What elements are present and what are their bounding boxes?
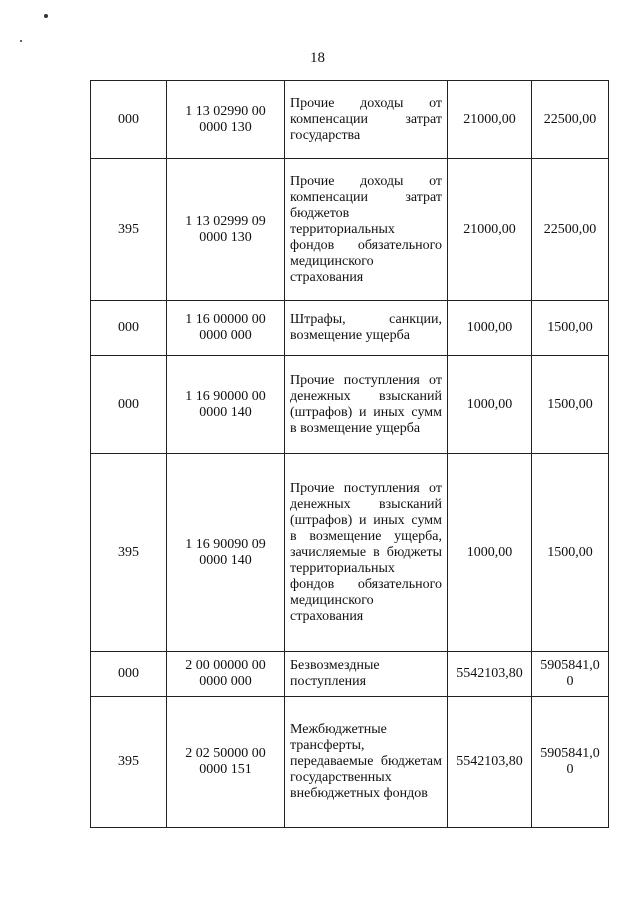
- kbk-code-cell: 2 02 50000 00 0000 151: [167, 697, 285, 828]
- amount-second-cell: 5905841,00: [532, 697, 609, 828]
- amount-second-cell: 1500,00: [532, 356, 609, 454]
- admin-code-cell: 395: [91, 697, 167, 828]
- amount-first-cell: 21000,00: [448, 81, 532, 159]
- kbk-code-cell: 1 16 90090 09 0000 140: [167, 454, 285, 652]
- amount-first-cell: 5542103,80: [448, 652, 532, 697]
- table-row: [91, 697, 609, 828]
- amount-second-cell: 5905841,00: [532, 652, 609, 697]
- amount-second-cell: 22500,00: [532, 81, 609, 159]
- admin-code-cell: 000: [91, 652, 167, 697]
- table-row: [91, 301, 609, 356]
- page-number: 18: [310, 50, 325, 66]
- budget-revenue-table: [90, 80, 609, 828]
- revenue-name-cell: Прочие доходы от компенсации затрат государства: [285, 81, 448, 159]
- amount-second-cell: 1500,00: [532, 301, 609, 356]
- admin-code-cell: 395: [91, 454, 167, 652]
- admin-code-cell: 395: [91, 159, 167, 301]
- scan-speck: [20, 40, 22, 42]
- revenue-name-cell: Штрафы, санкции, возмещение ущерба: [285, 301, 448, 356]
- kbk-code-cell: 1 13 02999 09 0000 130: [167, 159, 285, 301]
- kbk-code-cell: 1 13 02990 00 0000 130: [167, 81, 285, 159]
- table-row: [91, 159, 609, 301]
- amount-first-cell: 1000,00: [448, 301, 532, 356]
- revenue-name-cell: Прочие поступления от денежных взысканий (штрафов) и иных сумм в возмещение ущерба, зачисляемые в бюджеты территориальных фондов обязательного медицинского страхования: [285, 454, 448, 652]
- amount-first-cell: 1000,00: [448, 356, 532, 454]
- scan-speck: [44, 14, 48, 18]
- revenue-name-cell: Прочие поступления от денежных взысканий (штрафов) и иных сумм в возмещение ущерба: [285, 356, 448, 454]
- table-row: [91, 81, 609, 159]
- table-row: [91, 652, 609, 697]
- revenue-name-cell: Межбюджетные трансферты, передаваемые бюджетам государственных внебюджетных фондов: [285, 697, 448, 828]
- admin-code-cell: 000: [91, 301, 167, 356]
- revenue-name-cell: Безвозмездные поступления: [285, 652, 448, 697]
- kbk-code-cell: 1 16 00000 00 0000 000: [167, 301, 285, 356]
- amount-second-cell: 1500,00: [532, 454, 609, 652]
- kbk-code-cell: 1 16 90000 00 0000 140: [167, 356, 285, 454]
- admin-code-cell: 000: [91, 81, 167, 159]
- amount-second-cell: 22500,00: [532, 159, 609, 301]
- amount-first-cell: 21000,00: [448, 159, 532, 301]
- kbk-code-cell: 2 00 00000 00 0000 000: [167, 652, 285, 697]
- amount-first-cell: 1000,00: [448, 454, 532, 652]
- table-row: [91, 356, 609, 454]
- amount-first-cell: 5542103,80: [448, 697, 532, 828]
- table-row: [91, 454, 609, 652]
- revenue-name-cell: Прочие доходы от компенсации затрат бюджетов территориальных фондов обязательного медицинского страхования: [285, 159, 448, 301]
- admin-code-cell: 000: [91, 356, 167, 454]
